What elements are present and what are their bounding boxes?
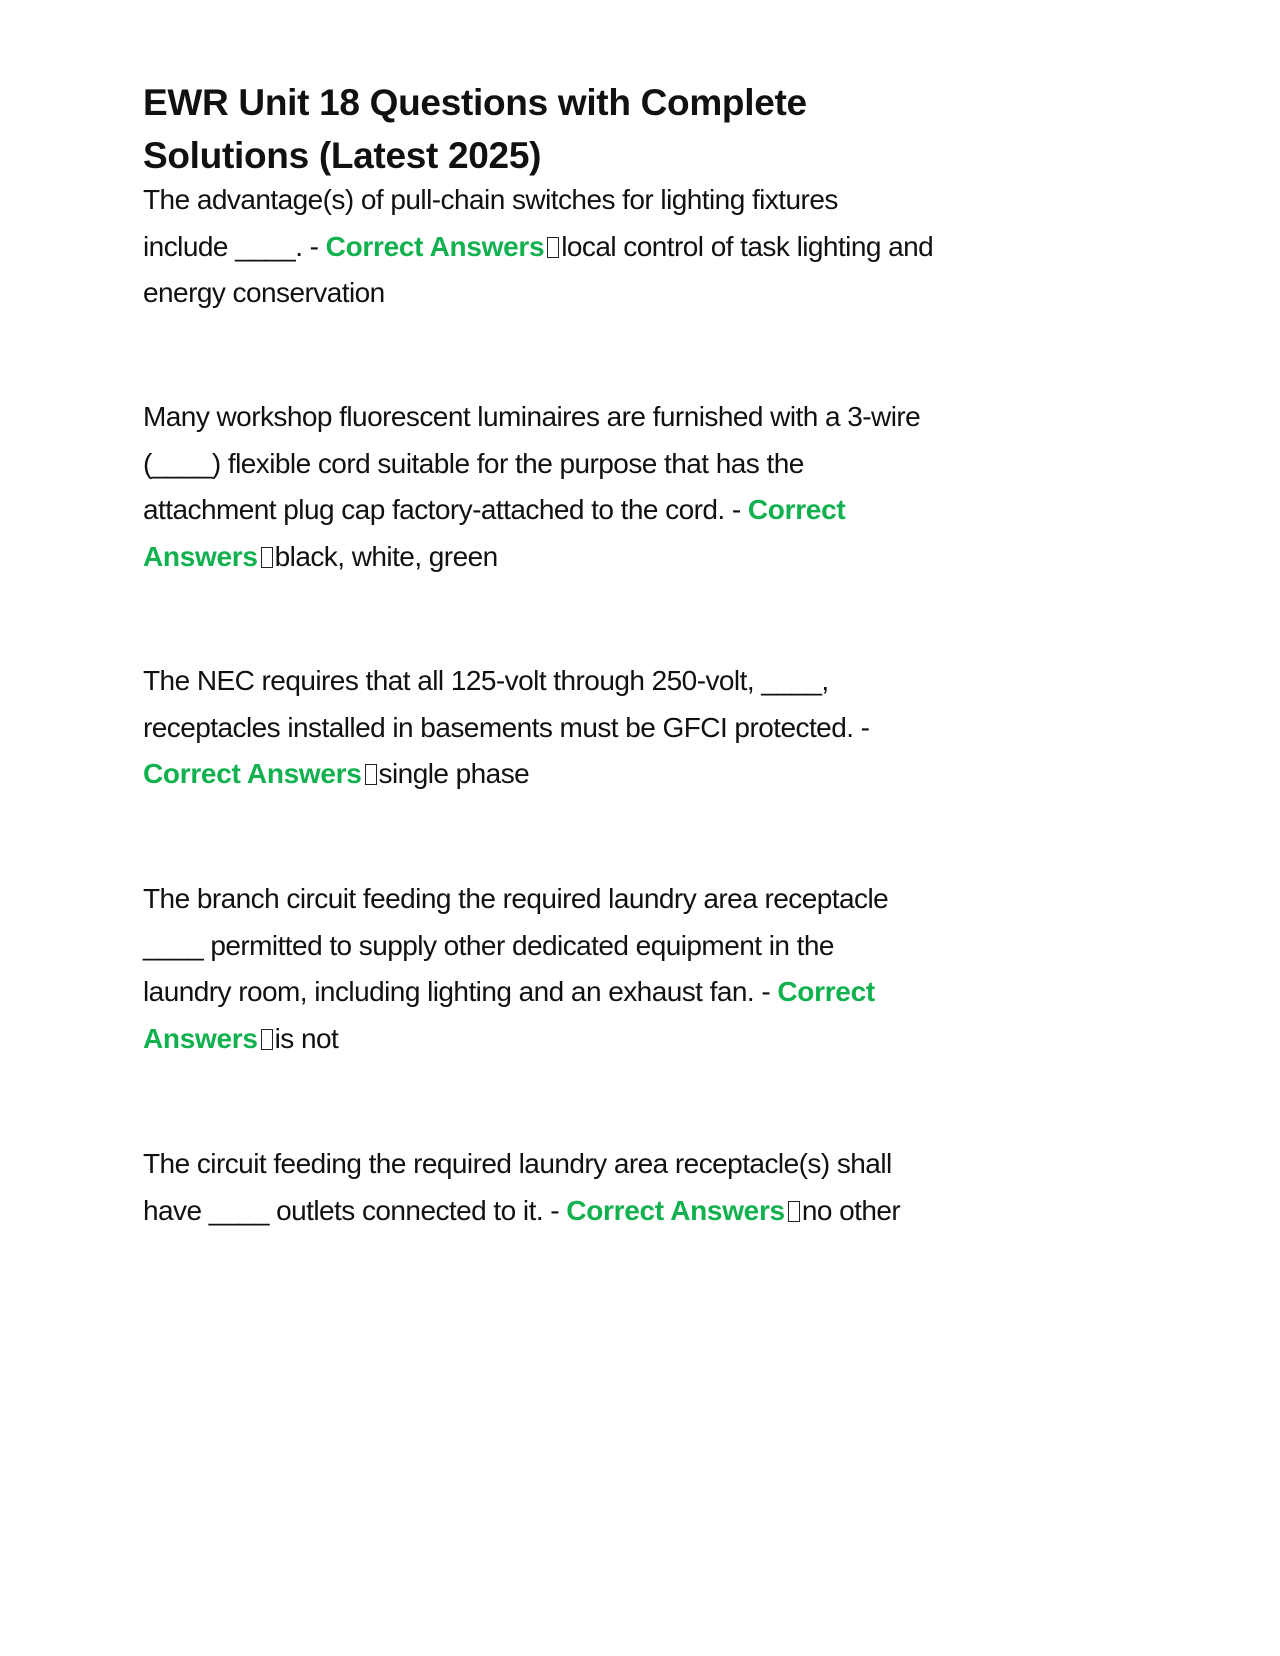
- missing-glyph-icon: [261, 547, 273, 568]
- title-line-2: Solutions (Latest 2025): [143, 135, 542, 176]
- correct-answers-label: Answers: [143, 1022, 258, 1054]
- qa-item-3: [143, 658, 869, 798]
- qa-item-2: [143, 394, 920, 580]
- answer-text: energy conservation: [143, 277, 385, 309]
- correct-answers-label: Correct Answers: [325, 230, 545, 262]
- question-text: have ____ outlets connected to it. -: [143, 1194, 567, 1226]
- answer-text: single phase: [378, 758, 530, 790]
- correct-answers-label: Correct Answers: [566, 1194, 785, 1226]
- qa-item-4: [143, 876, 888, 1062]
- answer-text: local control of task lighting and: [561, 230, 934, 262]
- qa-item-5: [143, 1141, 900, 1234]
- question-text: laundry room, including lighting and an exhaust fan. -: [143, 976, 778, 1008]
- question-text: Many workshop fluorescent luminaires are furnished with a 3-wire: [143, 401, 921, 432]
- question-text: The circuit feeding the required laundry area receptacle(s) shall: [143, 1148, 892, 1179]
- question-text: The NEC requires that all 125-volt through 250-volt, ____,: [143, 665, 829, 696]
- correct-answers-label: Correct: [747, 494, 846, 526]
- correct-answers-label: Answers: [143, 540, 258, 572]
- question-text: include ____. -: [143, 230, 326, 262]
- answer-text: black, white, green: [274, 540, 498, 572]
- title-line-1: EWR Unit 18 Questions with Complete: [143, 82, 807, 123]
- missing-glyph-icon: [547, 237, 559, 258]
- question-text: attachment plug cap factory-attached to the cord. -: [143, 494, 748, 526]
- qa-item-1: [143, 177, 933, 317]
- document-title: [143, 76, 807, 182]
- question-text: ____ permitted to supply other dedicated equipment in the: [143, 929, 834, 961]
- answer-text: is not: [274, 1022, 339, 1054]
- missing-glyph-icon: [261, 1029, 273, 1050]
- question-text: The branch circuit feeding the required laundry area receptacle: [143, 883, 889, 914]
- missing-glyph-icon: [788, 1201, 800, 1222]
- correct-answers-label: Correct Answers: [143, 758, 362, 790]
- question-text: (____) flexible cord suitable for the purpose that has the: [143, 447, 804, 479]
- answer-text: no other: [801, 1194, 901, 1226]
- question-text: receptacles installed in basements must be GFCI protected. -: [143, 711, 870, 743]
- question-text: The advantage(s) of pull-chain switches for lighting fixtures: [143, 184, 838, 215]
- correct-answers-label: Correct: [777, 976, 875, 1008]
- missing-glyph-icon: [365, 764, 377, 785]
